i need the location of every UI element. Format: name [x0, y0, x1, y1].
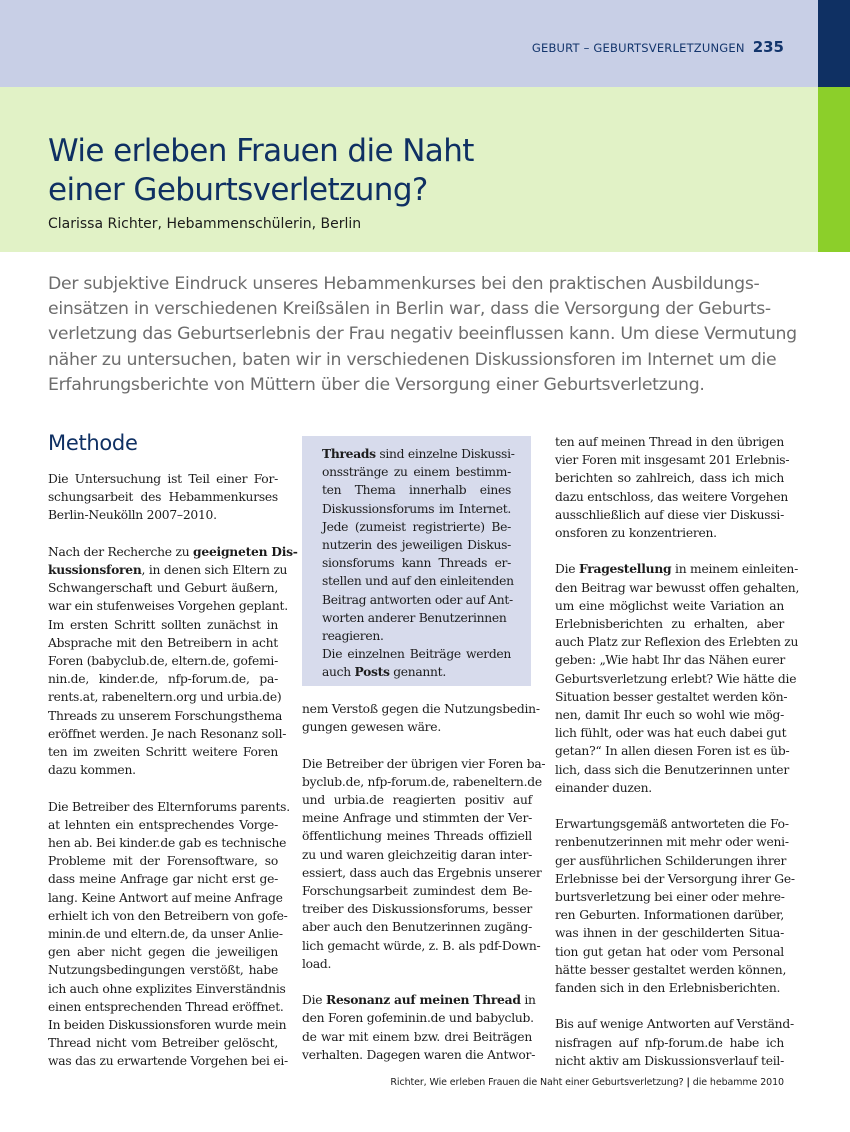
text-line [302, 991, 536, 1009]
running-head [532, 38, 784, 56]
text-line: Geburtsverletzung erlebt? Wie hätte die [555, 671, 797, 686]
paragraph [48, 543, 298, 780]
bold-term: kussionsforen [48, 562, 142, 577]
text-line: Nutzungsbedingungen verstößt, habe [48, 963, 278, 978]
text-line: burtsverletzung bei einer oder mehre- [555, 890, 785, 905]
lead-line: einsätzen in verschiedenen Kreißsälen in Berlin war, dass die Versorgung der Geburts- [48, 299, 771, 320]
bold-term: Threads [322, 446, 376, 461]
text-line: Absprache mit den Betreibern in acht [48, 635, 278, 650]
text-line: ich auch ohne explizites Einverständnis [48, 981, 286, 996]
footer-journal: die hebamme 2010 [692, 1077, 784, 1088]
text-line: In beiden Diskussionsforen wurde mein [48, 1018, 287, 1033]
text-line: Die einzelnen Beiträge werden [322, 647, 511, 662]
lead-line: Der subjektive Eindruck unseres Hebammenkurses bei den praktischen Ausbildungs- [48, 274, 760, 294]
paragraph [302, 700, 540, 736]
text-line: nicht aktiv am Diskussionsverlauf teil- [555, 1053, 784, 1068]
text-line: Bis auf wenige Antworten auf Verständ- [555, 1017, 794, 1032]
bold-term: Fragestellung [578, 561, 672, 577]
text-line: was ihnen in der geschilderten Situa- [555, 926, 784, 941]
column-2 [302, 700, 546, 1064]
text-line: lich gemacht würde, z. B. als pdf-Down- [302, 938, 541, 953]
page-number: 235 [752, 38, 784, 56]
text-line: onsforen zu konzentrieren. [555, 526, 717, 541]
bold-term: geeigneten Dis- [193, 543, 298, 559]
column-1 [48, 470, 298, 1071]
lead-line: näher zu untersuchen, baten wir in verschiedenen Diskussionsforen im Internet um die [48, 349, 777, 370]
text-line: Erlebnisberichten zu erhalten, aber [555, 617, 784, 632]
text-line: ren Geburten. Informationen darüber, [555, 908, 784, 923]
text-run: sind einzelne Diskussi- [375, 447, 515, 461]
text-line: stellen und auf den einleitenden [322, 574, 514, 589]
text-line [322, 445, 515, 463]
paragraph [48, 470, 278, 525]
definition-box [302, 436, 531, 686]
text-run: Die [555, 562, 579, 577]
text-line: Thread nicht vom Betreiber gelöscht, [48, 1036, 278, 1051]
text-line: Forschungsarbeit zumindest dem Be- [302, 884, 532, 899]
text-line: ten Thema innerhalb eines [322, 483, 511, 498]
text-line: einen entsprechenden Thread eröffnet. [48, 999, 284, 1014]
text-line: Berlin-Neukölln 2007–2010. [48, 508, 217, 523]
text-line: Diskussionsforums im Internet. [322, 501, 511, 516]
text-run: Die [302, 993, 326, 1008]
text-line: onsstränge zu einem bestimm- [322, 465, 511, 480]
text-line [555, 560, 798, 578]
text-line: Beitrag antworten oder auf Ant- [322, 592, 513, 607]
text-line: Im ersten Schritt sollten zunächst in [48, 617, 278, 632]
paragraph [555, 1015, 794, 1070]
text-line: de war mit einem bzw. drei Beiträgen [302, 1029, 532, 1044]
text-line: load. [302, 956, 332, 971]
text-line: Probleme mit der Forensoftware, so [48, 854, 278, 869]
text-line: tion gut getan hat oder vom Personal [555, 944, 784, 959]
text-line: öffentlichung meines Threads offiziell [302, 829, 532, 844]
text-line: renbenutzerinnen mit mehr oder weni- [555, 835, 789, 850]
text-line [322, 663, 511, 681]
bold-term: Posts [354, 664, 390, 680]
text-line: worten anderer Benutzerinnen [322, 610, 507, 625]
text-run: , in denen sich Eltern zu [141, 563, 288, 577]
text-line: ten im zweiten Schritt weitere Foren [48, 745, 278, 760]
text-line: Situation besser gestaltet werden kön- [555, 689, 788, 704]
bold-term: Resonanz auf meinen Thread [325, 992, 521, 1008]
text-line: Threads zu unserem Forschungsthema [48, 708, 283, 723]
text-line: nin.de, kinder.de, nfp-forum.de, pa- [48, 672, 278, 687]
text-line: hätte besser gestaltet werden können, [555, 962, 787, 977]
text-line: Erwartungsgemäß antworteten die Fo- [555, 817, 789, 832]
text-line: nen, damit Ihr euch so wohl wie mög- [555, 708, 784, 723]
lead-paragraph [48, 272, 798, 398]
text-line: fanden sich in den Erlebnisberichten. [555, 981, 781, 996]
text-line [48, 543, 298, 561]
text-line: Die Betreiber der übrigen vier Foren ba- [302, 756, 546, 771]
text-line: verhalten. Dagegen waren die Antwor- [302, 1047, 536, 1062]
paragraph [555, 815, 795, 997]
text-run: in meinem einleiten- [671, 562, 798, 577]
running-head-section: GEBURT – GEBURTSVERLETZUNGEN [531, 41, 745, 55]
text-line: auch Platz zur Reflexion des Erlebten zu [555, 635, 799, 650]
paragraph [555, 560, 800, 797]
text-line: den Beitrag war bewusst offen gehalten, [555, 580, 800, 595]
paragraph [555, 433, 790, 542]
text-line: war ein stufenweises Vorgehen geplant. [48, 599, 288, 614]
lead-line: verletzung das Geburtserlebnis der Frau negativ beeinflussen kann. Um diese Vermutung [48, 324, 797, 345]
text-line: dazu kommen. [48, 763, 136, 778]
text-line: um eine möglichst weite Variation an [555, 598, 784, 613]
paragraph [48, 798, 290, 1071]
footer-separator: | [686, 1077, 690, 1088]
text-line: hen ab. Bei kinder.de gab es technische [48, 836, 287, 851]
text-line: was das zu erwartende Vorgehen bei ei- [48, 1054, 288, 1069]
text-line: minin.de und eltern.de, da unser Anlie- [48, 927, 283, 942]
text-line: Jede (zumeist registrierte) Be- [322, 519, 511, 534]
text-line: getan?“ In allen diesen Foren ist es üb- [555, 744, 790, 759]
section-heading: Methode [48, 431, 138, 455]
text-line [48, 561, 288, 579]
text-line: Schwangerschaft und Geburt äußern, [48, 581, 278, 596]
text-line: nem Verstoß gegen die Nutzungsbedin- [302, 702, 540, 716]
text-line: vier Foren mit insgesamt 201 Erlebnis- [555, 453, 790, 468]
text-line: dass meine Anfrage gar nicht erst ge- [48, 872, 278, 887]
text-run: auch [322, 665, 355, 680]
text-line: Die Untersuchung ist Teil einer For- [48, 472, 278, 486]
text-line: eröffnet werden. Je nach Resonanz soll- [48, 726, 287, 741]
text-line: lang. Keine Antwort auf meine Anfrage [48, 890, 283, 905]
text-run: Nach der Recherche zu [48, 544, 194, 559]
text-line: lich fühlt, oder was hat euch dabei gut [555, 726, 787, 741]
text-line: nutzerin des jeweiligen Diskus- [322, 538, 511, 553]
text-line: dazu entschloss, das weitere Vorgehen [555, 489, 789, 504]
text-line: ausschließlich auf diese vier Diskussi- [555, 507, 784, 522]
text-line: reagieren. [322, 629, 384, 644]
text-line: Erlebnisse bei der Versorgung ihrer Ge- [555, 871, 795, 886]
title-band-accent [818, 87, 850, 252]
text-line: Die Betreiber des Elternforums parents. [48, 799, 290, 814]
text-line: at lehnten ein entsprechendes Vorge- [48, 817, 278, 832]
text-line: und urbia.de reagierten positiv auf [302, 793, 532, 807]
text-line: zu und waren gleichzeitig daran inter- [302, 847, 532, 862]
article-title [48, 132, 768, 210]
text-line: berichten so zahlreich, dass ich mich [555, 471, 784, 486]
text-line: ten auf meinen Thread in den übrigen [555, 435, 784, 449]
text-line: erhielt ich von den Betreibern von gofe- [48, 908, 288, 923]
text-line: geben: „Wie habt Ihr das Nähen eurer [555, 653, 786, 668]
text-line: byclub.de, nfp-forum.de, rabeneltern.de [302, 774, 542, 789]
text-line: essiert, dass auch das Ergebnis unserer [302, 865, 542, 880]
text-line: nisfragen auf nfp-forum.de habe ich [555, 1035, 784, 1050]
text-run: in [520, 993, 536, 1008]
text-line: sionsforums kann Threads er- [322, 556, 511, 571]
text-line: rents.at, rabeneltern.org und urbia.de) [48, 690, 282, 705]
text-line: Foren (babyclub.de, eltern.de, gofemi- [48, 654, 279, 669]
footer-citation: Richter, Wie erleben Frauen die Naht einer Geburtsverletzung? [390, 1077, 684, 1088]
page-footer [390, 1077, 784, 1088]
text-line: schungsarbeit des Hebammenkurses [48, 490, 278, 505]
paragraph [302, 991, 536, 1064]
text-line: gen aber nicht gegen die jeweiligen [48, 945, 278, 960]
paragraph [302, 755, 546, 973]
text-line: aber auch den Benutzerinnen zugäng- [302, 920, 532, 935]
text-line: meine Anfrage und stimmten der Ver- [302, 811, 532, 826]
column-3 [555, 433, 800, 1070]
title-line: Wie erleben Frauen die Naht [48, 133, 474, 169]
text-line: ger ausführlichen Schilderungen ihrer [555, 853, 787, 868]
text-line: den Foren gofeminin.de und babyclub. [302, 1011, 534, 1026]
text-line: lich, dass sich die Benutzerinnen unter [555, 762, 789, 777]
header-band-accent [818, 0, 850, 87]
text-line: einander duzen. [555, 780, 652, 795]
lead-line: Erfahrungsberichte von Müttern über die Versorgung einer Geburtsverletzung. [48, 374, 705, 395]
text-line: treiber des Diskussionsforums, besser [302, 902, 532, 917]
text-run: genannt. [389, 665, 446, 680]
article-author: Clarissa Richter, Hebammenschülerin, Berlin [48, 216, 362, 232]
title-line: einer Geburtsverletzung? [48, 172, 428, 208]
text-line: gungen gewesen wäre. [302, 720, 441, 735]
